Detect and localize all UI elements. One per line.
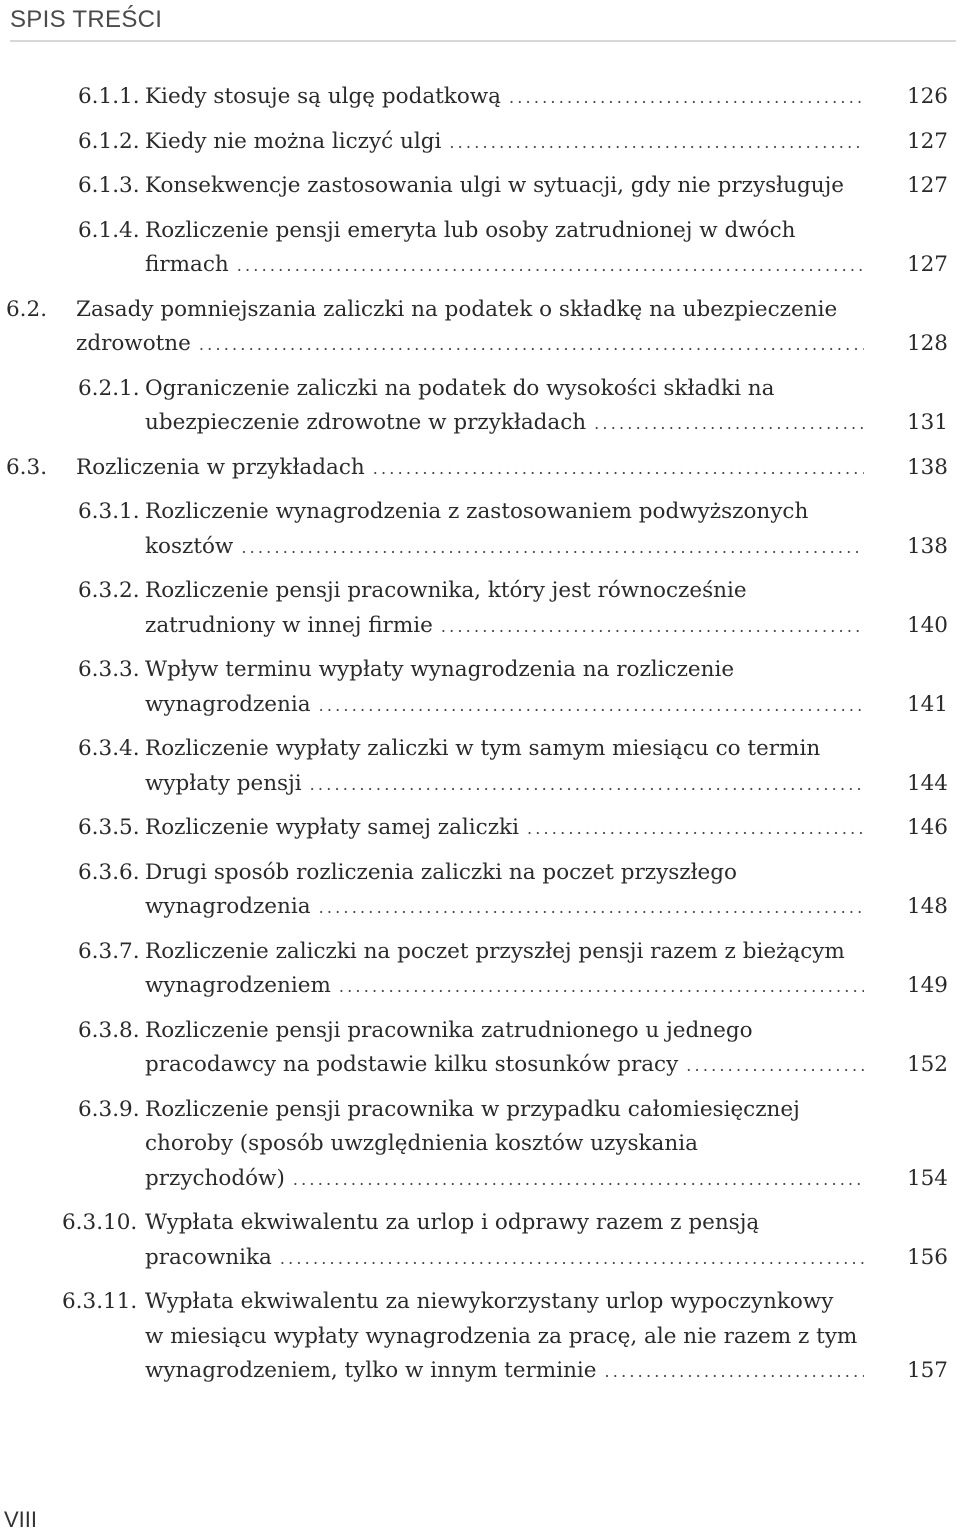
toc-entry-title: Ograniczenie zaliczki na podatek do wysokości składki na	[145, 375, 775, 401]
toc-entry-number: 6.1.2.	[78, 128, 140, 154]
toc-entry-line	[0, 218, 960, 253]
toc-entry-title: zdrowotne	[76, 331, 191, 356]
toc-entry-title: wynagrodzenia	[145, 691, 311, 717]
toc-entry-line	[0, 1245, 960, 1280]
toc-entry[interactable]	[0, 376, 960, 455]
toc-entry-page: 144	[906, 770, 948, 796]
dot-leader	[373, 455, 864, 478]
toc-entry-title: kosztów	[145, 533, 234, 559]
toc-entry-line	[0, 894, 960, 929]
dot-leader	[686, 1052, 864, 1075]
dot-leader	[319, 692, 864, 715]
toc-entry-number: 6.3.7.	[78, 938, 140, 964]
toc-entry-page: 127	[906, 128, 948, 154]
toc-entry-page: 140	[906, 612, 948, 638]
toc-entry-number: 6.3.9.	[78, 1096, 140, 1122]
toc-entry-title: wynagrodzeniem	[145, 973, 331, 998]
toc-entry-line	[0, 534, 960, 569]
toc-entry-title: Rozliczenia w przykładach	[76, 454, 365, 480]
toc-entry-page: 126	[906, 84, 948, 109]
toc-entry-title: firmach	[145, 252, 229, 277]
dot-leader	[449, 129, 864, 152]
dot-leader	[594, 410, 864, 433]
toc-entry-number: 6.2.	[6, 296, 48, 322]
toc-entry-title: Drugi sposób rozliczenia zaliczki na poczet przyszłego	[145, 859, 737, 885]
toc-entry-number: 6.1.1.	[78, 84, 140, 109]
toc-entry[interactable]	[0, 499, 960, 578]
toc-entry-line	[0, 1358, 960, 1393]
toc-entry-page: 146	[906, 815, 948, 840]
page-number: VIII	[4, 1507, 38, 1532]
toc-entry[interactable]	[0, 1097, 960, 1211]
toc-entry-title: Kiedy nie można liczyć ulgi	[145, 128, 442, 154]
dot-leader	[319, 894, 864, 917]
toc-entry-line	[0, 1324, 960, 1359]
toc-entry-page: 157	[906, 1358, 948, 1383]
toc-entry-number: 6.3.8.	[78, 1017, 140, 1043]
toc-entry-line	[0, 578, 960, 613]
toc-entry-line	[0, 657, 960, 692]
toc-entry[interactable]	[0, 860, 960, 939]
toc-entry-line	[0, 410, 960, 445]
dot-leader	[241, 534, 864, 557]
toc-entry-page: 128	[906, 331, 948, 356]
toc-entry-number: 6.3.10.	[62, 1210, 138, 1235]
toc-entry-number: 6.3.2.	[78, 578, 140, 603]
toc-entry-title: pracownika	[145, 1244, 272, 1270]
toc-entry-number: 6.3.	[6, 454, 48, 480]
toc-entry[interactable]	[0, 455, 960, 500]
dot-leader	[237, 252, 864, 275]
toc-entry[interactable]	[0, 1210, 960, 1289]
dot-leader	[339, 973, 864, 996]
toc-entry-title: choroby (sposób uwzględnienia kosztów uzyskania	[145, 1131, 698, 1156]
toc-entry-title: Rozliczenie pensji pracownika zatrudnionego u jednego	[145, 1017, 753, 1043]
toc-entry[interactable]	[0, 297, 960, 376]
toc-entry-line	[0, 1097, 960, 1132]
toc-entry-number: 6.3.5.	[78, 815, 140, 840]
toc-entry-page: 154	[906, 1165, 948, 1191]
toc-entry-line	[0, 1210, 960, 1245]
toc-entry-line	[0, 973, 960, 1008]
toc-entry-line	[0, 1289, 960, 1324]
toc-entry-title: Konsekwencje zastosowania ulgi w sytuacji, gdy nie przysługuje	[145, 173, 844, 198]
toc-entry-page: 127	[906, 252, 948, 277]
running-header	[10, 4, 956, 42]
toc-entry-number: 6.3.4.	[78, 736, 140, 761]
toc-entry-page: 138	[906, 533, 948, 559]
header-title: SPIS TREŚCI	[10, 6, 163, 33]
toc-entry-title: Wypłata ekwiwalentu za niewykorzystany urlop wypoczynkowy	[145, 1289, 834, 1314]
toc-entry-number: 6.2.1.	[78, 375, 140, 401]
toc-entry[interactable]	[0, 939, 960, 1018]
toc-entry[interactable]	[0, 657, 960, 736]
toc-entry-line	[0, 692, 960, 727]
toc-entry-page: 131	[906, 410, 948, 435]
toc-entry-title: Kiedy stosuje są ulgę podatkową	[145, 84, 501, 109]
dot-leader	[199, 331, 864, 354]
toc-entry-number: 6.1.4.	[78, 217, 140, 243]
toc-entry-line	[0, 939, 960, 974]
table-of-contents	[0, 84, 960, 1403]
toc-entry-line	[0, 252, 960, 287]
toc-entry-line	[0, 455, 960, 490]
dot-leader	[441, 613, 864, 636]
toc-entry-page: 138	[906, 454, 948, 480]
toc-entry-number: 6.3.6.	[78, 859, 140, 885]
dot-leader	[310, 771, 864, 794]
dot-leader	[527, 815, 864, 838]
toc-entry-line	[0, 173, 960, 208]
toc-entry-page: 156	[906, 1244, 948, 1270]
toc-entry-title: zatrudniony w innej firmie	[145, 612, 433, 638]
toc-entry-line	[0, 860, 960, 895]
toc-entry-line	[0, 613, 960, 648]
toc-entry-title: Rozliczenie zaliczki na poczet przyszłej pensji razem z bieżącym	[145, 938, 845, 964]
toc-entry[interactable]	[0, 578, 960, 657]
toc-entry[interactable]	[0, 84, 960, 129]
toc-entry-title: wypłaty pensji	[145, 770, 302, 796]
toc-entry-page: 141	[906, 691, 948, 717]
toc-entry[interactable]	[0, 1289, 960, 1403]
toc-entry-title: przychodów)	[145, 1165, 285, 1191]
toc-entry-title: wynagrodzenia	[145, 894, 311, 919]
toc-entry[interactable]	[0, 218, 960, 297]
dot-leader	[509, 84, 864, 107]
toc-entry-line	[0, 499, 960, 534]
toc-entry[interactable]	[0, 129, 960, 174]
toc-entry-title: pracodawcy na podstawie kilku stosunków pracy	[145, 1052, 679, 1077]
toc-entry-title: Wpływ terminu wypłaty wynagrodzenia na rozliczenie	[145, 657, 735, 682]
toc-entry-page: 152	[906, 1052, 948, 1077]
toc-entry-line	[0, 771, 960, 806]
toc-entry-line	[0, 1166, 960, 1201]
toc-entry-line	[0, 331, 960, 366]
toc-entry-line	[0, 736, 960, 771]
toc-entry-title: Rozliczenie pensji pracownika w przypadku całomiesięcznej	[145, 1096, 800, 1122]
toc-entry-title: Rozliczenie pensji emeryta lub osoby zatrudnionej w dwóch	[145, 217, 796, 243]
toc-entry-title: Rozliczenie wypłaty samej zaliczki	[145, 815, 519, 840]
toc-entry-line	[0, 1131, 960, 1166]
toc-entry-page: 127	[906, 173, 948, 198]
toc-entry[interactable]	[0, 173, 960, 218]
toc-entry[interactable]	[0, 1018, 960, 1097]
toc-entry-number: 6.3.3.	[78, 657, 140, 682]
toc-entry-line	[0, 1052, 960, 1087]
toc-entry-line	[0, 129, 960, 164]
dot-leader	[280, 1245, 864, 1268]
toc-entry-title: Rozliczenie wynagrodzenia z zastosowaniem podwyższonych	[145, 499, 809, 524]
toc-entry-number: 6.3.1.	[78, 499, 140, 524]
toc-entry-number: 6.3.11.	[62, 1289, 138, 1314]
toc-entry-title: w miesiącu wypłaty wynagrodzenia za pracę, ale nie razem z tym	[145, 1323, 858, 1349]
toc-entry-title: Zasady pomniejszania zaliczki na podatek o składkę na ubezpieczenie	[76, 296, 838, 322]
toc-entry-title: ubezpieczenie zdrowotne w przykładach	[145, 410, 587, 435]
toc-entry-page: 148	[906, 894, 948, 919]
toc-entry[interactable]	[0, 736, 960, 815]
toc-entry[interactable]	[0, 815, 960, 860]
toc-entry-line	[0, 84, 960, 119]
toc-entry-page: 149	[906, 973, 948, 998]
dot-leader	[605, 1358, 864, 1381]
toc-entry-line	[0, 1018, 960, 1053]
toc-entry-title: wynagrodzeniem, tylko w innym terminie	[145, 1358, 597, 1383]
toc-entry-title: Wypłata ekwiwalentu za urlop i odprawy razem z pensją	[145, 1210, 760, 1235]
dot-leader	[293, 1166, 864, 1189]
toc-entry-title: Rozliczenie pensji pracownika, który jest równocześnie	[145, 578, 747, 603]
toc-entry-line	[0, 376, 960, 411]
toc-entry-title: Rozliczenie wypłaty zaliczki w tym samym miesiącu co termin	[145, 736, 821, 761]
toc-entry-line	[0, 297, 960, 332]
toc-entry-line	[0, 815, 960, 850]
toc-entry-number: 6.1.3.	[78, 173, 140, 198]
